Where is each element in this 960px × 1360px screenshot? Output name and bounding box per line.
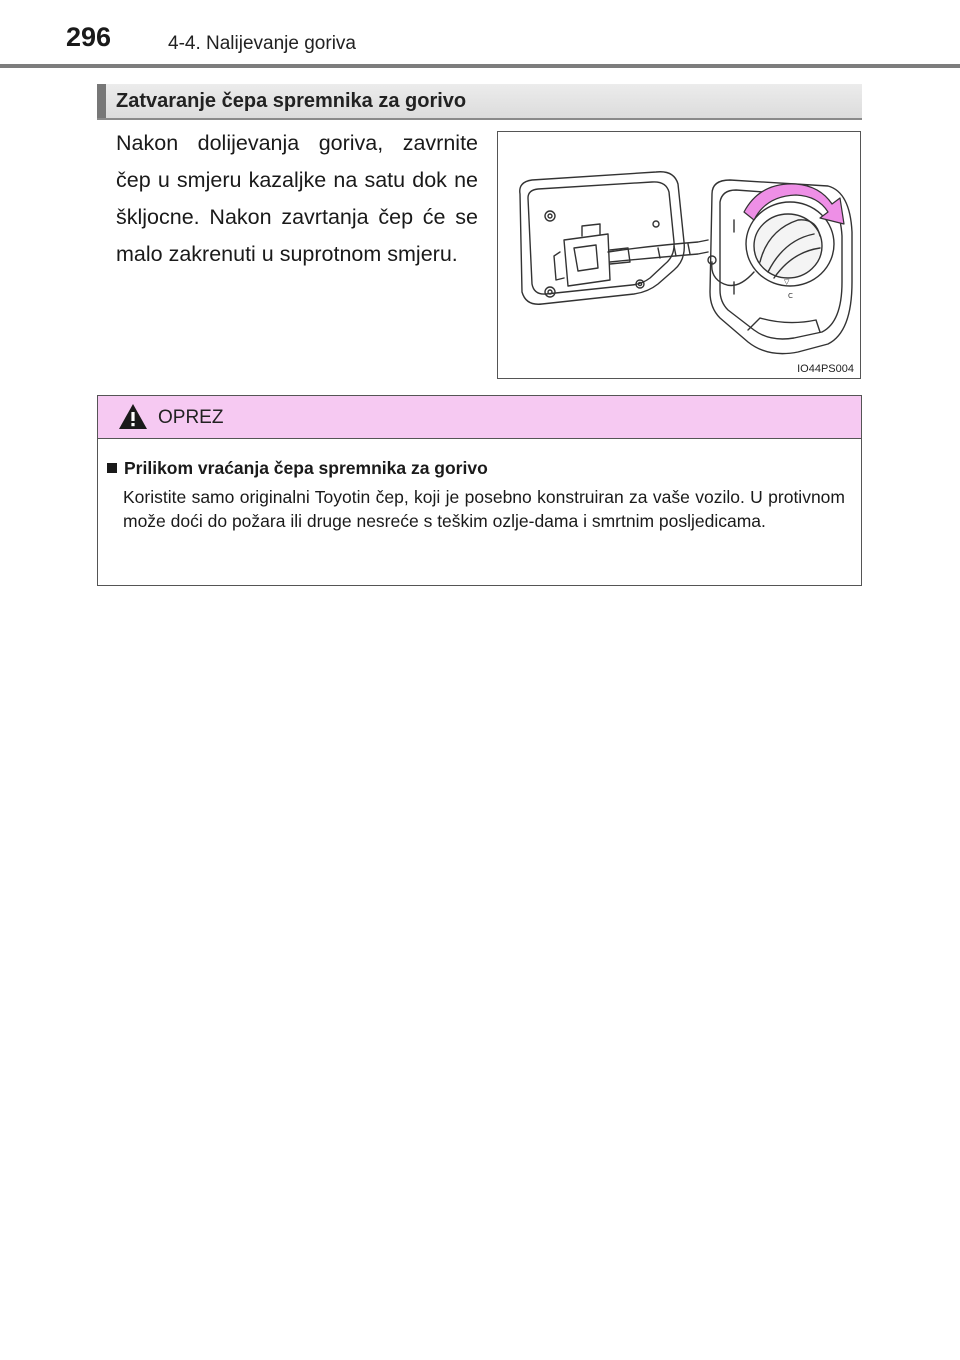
square-bullet-icon <box>107 463 117 473</box>
warning-triangle-icon <box>117 402 149 431</box>
page-number: 296 <box>66 22 112 52</box>
cap-tether <box>712 262 754 286</box>
caution-heading <box>107 458 488 479</box>
svg-text:▽: ▽ <box>784 278 790 286</box>
header-rule <box>0 64 960 68</box>
caution-box <box>97 395 862 586</box>
caution-text: Koristite samo originalni Toyotin čep, koji je posebno konstruiran za vaše vozilo. U protivnom može doći do požara ili druge nesreće s teškim ozlje-dama i smrtnim posljedicama. <box>123 487 845 531</box>
title-accent-bar <box>97 84 106 118</box>
caution-heading-text: Prilikom vraćanja čepa spremnika za gorivo <box>124 458 488 478</box>
fuel-door-inner <box>528 182 674 294</box>
caution-header <box>98 396 861 439</box>
caution-label: OPREZ <box>158 407 224 428</box>
body-paragraph: Nakon dolijevanja goriva, zavrnite čep u smjeru kazaljke na satu dok ne škljocne. Nakon zavrtanja čep će se malo zakrenuti u suprotnom smjeru. <box>116 131 478 266</box>
svg-text:C: C <box>788 292 793 300</box>
running-header: 4-4. Nalijevanje goriva <box>168 33 356 54</box>
fuel-door-outline <box>520 172 685 305</box>
fuel-cap-illustration <box>497 131 861 379</box>
section-title: Zatvaranje čepa spremnika za gorivo <box>116 90 467 112</box>
figure-code: IO44PS004 <box>797 363 854 375</box>
fuel-door-drawing <box>498 132 860 378</box>
section-title-bar <box>97 84 862 120</box>
